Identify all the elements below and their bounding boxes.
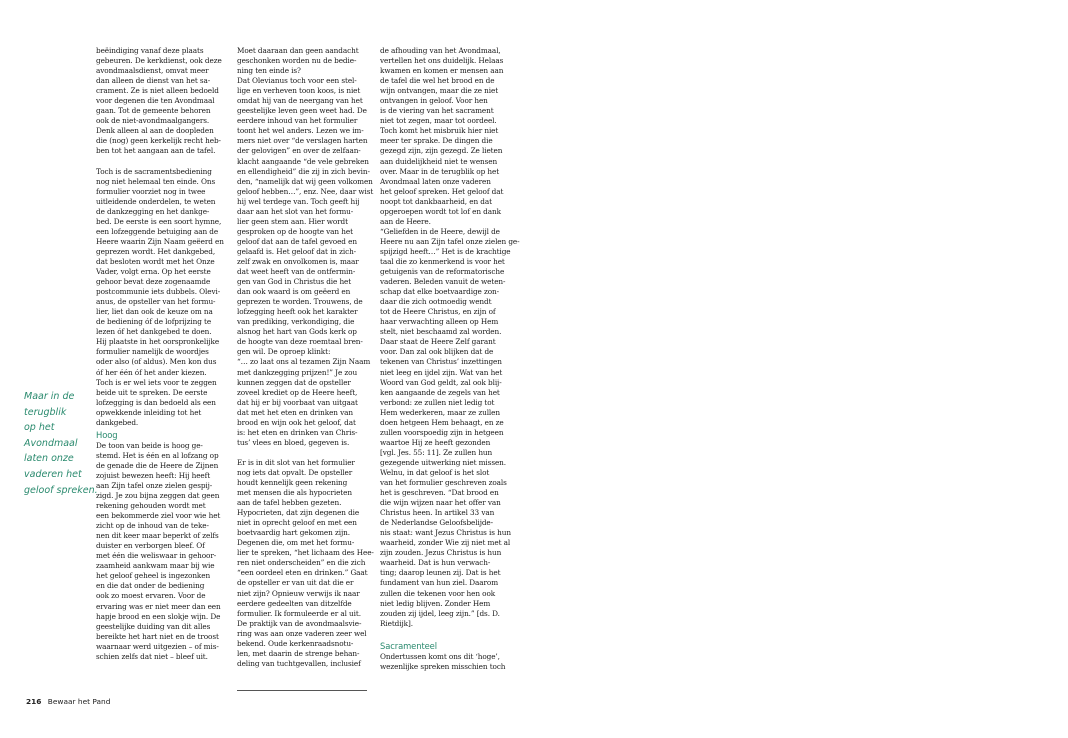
text-line: wijn ontvangen, maar die ze niet	[380, 86, 499, 96]
text-line: geestelijke leven geen weet had. De	[237, 106, 367, 116]
text-line: het geloof geheel is ingezonken	[96, 571, 211, 581]
text-line: mers niet over “de verslagen harten	[237, 136, 368, 146]
pull-quote-line: vaderen het	[24, 468, 82, 480]
text-line: waarnaar werd uitgezien – of mis-	[96, 641, 219, 651]
text-line: niet leeg en ijdel zijn. Wat van het	[380, 367, 503, 377]
paragraph	[237, 457, 374, 669]
text-line: lier, liet dan ook de keuze om na	[96, 307, 213, 317]
text-line: bekend. Oude kerkenraadsnotu-	[237, 638, 354, 648]
text-line: lige en verheven toon koos, is niet	[237, 86, 361, 96]
text-line: eerdere inhoud van het formulier	[237, 116, 358, 126]
text-line: doen hetgeen Hem behaagt, en ze	[380, 417, 504, 427]
text-line: gezegende uitwerking niet missen.	[380, 457, 506, 467]
text-line: noopt tot dankbaarheid, en dat	[380, 196, 492, 206]
text-line: kwamen en komen er mensen aan	[380, 66, 504, 76]
text-line: geschonken worden nu de bedie-	[237, 56, 357, 66]
text-line: Hypocrieten, dat zijn degenen die	[237, 508, 360, 518]
text-line: voor degenen die ten Avondmaal	[96, 96, 215, 106]
pull-quote-line: Avondmaal	[24, 437, 78, 449]
text-line: der gelovigen” en over de zelfaan-	[237, 146, 361, 156]
text-line: schien zelfs dat niet – bleef uit.	[96, 651, 208, 661]
text-line: dat weet heeft van de ontfermin-	[237, 267, 356, 277]
text-line: dat met het eten en drinken van	[237, 407, 353, 417]
text-line: Dat Olevianus toch voor een stel-	[237, 76, 357, 86]
text-line: verbond: ze zullen niet ledig tot	[380, 397, 495, 407]
text-line: de dankzegging en het dankge-	[96, 206, 210, 216]
text-line: Christus heen. In artikel 33 van	[380, 508, 495, 518]
text-line: de hoogte van deze roemtaal bren-	[237, 337, 363, 347]
text-line: van prediking, verkondiging, die	[237, 317, 355, 327]
text-line: ning ten einde is?	[237, 66, 301, 76]
text-line: toont het wel anders. Lezen we im-	[237, 126, 364, 136]
text-line: bed. De eerste is een soort hymne,	[96, 216, 222, 226]
text-line: stelt, niet beschaamd zal worden.	[380, 327, 502, 337]
text-line: Welnu, in dat geloof is het slot	[380, 467, 490, 477]
text-line: lofzegging heeft ook het karakter	[237, 307, 358, 317]
text-line: dankgebed.	[96, 417, 139, 427]
text-line: vertellen het ons duidelijk. Helaas	[380, 56, 504, 66]
text-line: bereikte het hart niet en de troost	[96, 631, 219, 641]
text-line: Heere waarin Zijn Naam geëerd en	[96, 236, 224, 246]
text-line: zaamheid aankwam maar bij wie	[96, 561, 215, 571]
pull-quote-line: terugblik	[24, 406, 67, 418]
text-line: over. Maar in de terugblik op het	[380, 166, 500, 176]
text-line: Toch is de sacramentsbediening	[96, 166, 212, 176]
footer-rule	[237, 690, 367, 691]
text-line: gelaafd is. Het geloof dat in zich-	[237, 246, 357, 256]
text-line: hij wel terdege van. Toch geeft hij	[237, 196, 360, 206]
text-line: dat hij er bij voorbaat van uitgaat	[237, 397, 358, 407]
text-line: stemd. Het is één en al lofzang op	[96, 450, 219, 460]
text-line: zigd. Je zou bijna zeggen dat geen	[96, 491, 220, 501]
text-line: en die dat onder de bediening	[96, 581, 205, 591]
text-line: gen van God in Christus die het	[237, 277, 352, 287]
text-line: Moet daaraan dan geen aandacht	[237, 46, 359, 55]
text-line: Degenen die, om met het formu-	[237, 538, 355, 548]
text-line: Toch is er wel iets voor te zeggen	[96, 377, 217, 387]
text-line: zullen die tekenen voor hen ook	[380, 588, 496, 598]
text-line: kunnen zeggen dat de opsteller	[237, 377, 351, 387]
text-line: nog iets dat opvalt. De opsteller	[237, 467, 353, 477]
text-line: Toch komt het misbruik hier niet	[380, 126, 499, 136]
text-line: beëindiging vanaf deze plaats	[96, 46, 204, 55]
text-line: Ondertussen komt ons dit ‘hoge’,	[380, 651, 500, 661]
text-line: geprezen wordt. Het dankgebed,	[96, 246, 216, 256]
text-line: gebeuren. De kerkdienst, ook deze	[96, 56, 222, 66]
text-line: uitleidende onderdelen, te weten	[96, 196, 216, 206]
text-line: zelf zwak en onvolkomen is, maar	[237, 256, 359, 266]
text-line: Heere nu aan Zijn tafel onze zielen ge-	[380, 236, 520, 246]
text-line: hapje brood en een slokje wijn. De	[96, 611, 221, 621]
text-line: met mensen die als hypocrieten	[237, 488, 352, 498]
text-line: formulier voorziet nog in twee	[96, 186, 206, 196]
text-line: tekenen van Christus’ inzettingen	[380, 357, 502, 367]
text-line: waartoe Hij ze heeft gezonden	[380, 437, 491, 447]
text-line: formulier. Ik formuleerde er al uit.	[237, 608, 361, 618]
text-line: zojuist bewezen heeft: Hij heeft	[96, 470, 211, 480]
text-line: nog niet helemaal ten einde. Ons	[96, 176, 216, 186]
text-line: aan Zijn tafel onze zielen gespij-	[96, 480, 213, 490]
text-line: anus, de opsteller van het formu-	[96, 297, 216, 307]
text-line: duister en verborgen bleef. Of	[96, 541, 205, 551]
text-line: oder also (of aldus). Men kon dus	[96, 357, 217, 367]
text-line: houdt kennelijk geen rekening	[237, 478, 348, 488]
text-line: tus’ vlees en bloed, gegeven is.	[237, 437, 350, 447]
text-line: niet in oprecht geloof en met een	[237, 518, 357, 528]
text-line: brood en wijn ook het geloof, dat	[237, 417, 356, 427]
text-line: de tafel die wel het brood en de	[380, 76, 495, 86]
text-line: opgeroepen wordt tot lof en dank	[380, 206, 501, 216]
text-line: Hij plaatste in het oorspronkelijke	[96, 337, 220, 347]
text-line: niet zijn? Opnieuw verwijs ik naar	[237, 588, 360, 598]
text-line: Rietdijk].	[380, 618, 413, 628]
paragraph	[380, 652, 512, 672]
text-line: taal die zo kenmerkend is voor het	[380, 256, 505, 266]
text-line: lier geen stem aan. Hier wordt	[237, 216, 348, 226]
text-line: ook zo moest ervaren. Voor de	[96, 591, 206, 601]
text-line: zoveel krediet op de Heere heeft,	[237, 387, 358, 397]
paragraph	[237, 46, 374, 448]
text-line: schap dat elke boetvaardige zon-	[380, 287, 499, 297]
text-line: eerdere gedeelten van ditzelfde	[237, 598, 352, 608]
text-line: nis staat: want Jezus Christus is hun	[380, 528, 511, 538]
text-line: Daar staat de Heere Zelf garant	[380, 337, 496, 347]
text-line: dat besloten wordt met het Onze	[96, 256, 215, 266]
text-line: ting; daarop leunen zij. Dat is het	[380, 568, 501, 578]
text-line: ook de niet-avondmaalgangers.	[96, 116, 210, 126]
pull-quote-line: op het	[24, 422, 55, 434]
section-heading-sacramenteel: Sacramenteel	[380, 640, 437, 651]
text-line: lier te spreken, “het lichaam des Hee-	[237, 548, 374, 558]
text-line: dan alleen de dienst van het sa-	[96, 76, 211, 86]
text-column-3	[380, 46, 520, 672]
text-line: gaan. Tot de gemeente behoren	[96, 106, 211, 116]
page-number: 216	[26, 697, 42, 706]
text-line: de opsteller er van uit dat die er	[237, 578, 354, 588]
text-line: van het formulier geschreven zoals	[380, 478, 507, 488]
text-line: geprezen te worden. Trouwens, de	[237, 297, 363, 307]
text-line: met dankzegging prijzen!” Je zou	[237, 367, 358, 377]
text-line: gezegd zijn, zijn gezegd. Ze lieten	[380, 146, 503, 156]
paragraph	[96, 167, 228, 428]
text-column-2	[237, 46, 374, 669]
text-line: die wijn wijzen naar het offer van	[380, 498, 501, 508]
text-line: “Geliefden in de Heere, dewijl de	[380, 226, 500, 236]
text-line: beide uit te spreken. De eerste	[96, 387, 208, 397]
text-line: niet tot zegen, maar tot oordeel.	[380, 116, 497, 126]
text-line: een lofzeggende betuiging aan de	[96, 226, 219, 236]
text-line: is de viering van het sacrament	[380, 106, 494, 116]
text-line: lezen óf het dankgebed te doen.	[96, 327, 212, 337]
text-line: wezenlijke spreken misschien toch	[380, 661, 506, 671]
text-line: Denk alleen al aan de doopleden	[96, 126, 214, 136]
text-line: aan duidelijkheid niet te wensen	[380, 156, 498, 166]
pull-quote-line: laten onze	[24, 453, 74, 465]
text-line: omdat hij van de neergang van het	[237, 96, 363, 106]
text-line: en ellendigheid” die zij in zich bevin-	[237, 166, 370, 176]
paragraph	[380, 46, 520, 629]
text-line: waarheid, zonder Wie zij niet met al	[380, 538, 511, 548]
text-column-1	[96, 46, 228, 662]
text-line: zicht op de inhoud van de teke-	[96, 521, 209, 531]
text-line: geestelijke duiding van dit alles	[96, 621, 211, 631]
text-line: ontvangen in geloof. Voor hen	[380, 96, 488, 106]
text-line: De toon van beide is hoog ge-	[96, 440, 203, 450]
text-line: zullen voorspoedig zijn in hetgeen	[380, 427, 504, 437]
paragraph	[96, 441, 228, 662]
text-line: crament. Ze is niet alleen bedoeld	[96, 86, 219, 96]
text-line: zouden zij ijdel, leeg zijn.” [ds. D.	[380, 608, 500, 618]
text-line: de bediening óf de lofprijzing te	[96, 317, 212, 327]
text-line: lofzegging is dan bedoeld als een	[96, 397, 216, 407]
text-line: avondmaalsdienst, omvat meer	[96, 66, 209, 76]
text-line: het is geschreven. “Dat brood en	[380, 488, 499, 498]
section-heading-hoog: Hoog	[96, 429, 118, 440]
text-line: Woord van God geldt, zal ook blij-	[380, 377, 502, 387]
text-line: dan ook waard is om geëerd en	[237, 287, 351, 297]
text-line: het geloof spreken. Het geloof dat	[380, 186, 504, 196]
text-line: óf her één óf het ander kiezen.	[96, 367, 207, 377]
text-line: boetvaardig hart gekomen zijn.	[237, 528, 350, 538]
text-line: nen dit keer maar beperkt of zelfs	[96, 531, 219, 541]
text-line: ervaring was er niet meer dan een	[96, 601, 221, 611]
pull-quote-line: geloof spreken.	[24, 484, 98, 496]
text-line: Hem wederkeren, maar ze zullen	[380, 407, 500, 417]
text-line: aan de Heere.	[380, 216, 431, 226]
text-line: spijzigd heeft…” Het is de krachtige	[380, 246, 511, 256]
text-line: geloof dat aan de tafel gevoed en	[237, 236, 357, 246]
text-line: is: het eten en drinken van Chris-	[237, 427, 358, 437]
text-line: [vgl. Jes. 55: 11]. Ze zullen hun	[380, 447, 493, 457]
text-line: fundament van hun ziel. Daarom	[380, 578, 499, 588]
text-line: daar aan het slot van het formu-	[237, 206, 354, 216]
text-line: getuigenis van de reformatorische	[380, 267, 505, 277]
text-line: ken aangaande de zegels van het	[380, 387, 500, 397]
text-line: waarheid. Dat is hun verwach-	[380, 558, 491, 568]
text-line: gen wil. De oproep klinkt:	[237, 347, 331, 357]
text-line: len, met daarin de strenge behan-	[237, 648, 360, 658]
text-line: Vader, volgt erna. Op het eerste	[96, 267, 211, 277]
text-line: “een oordeel eten en drinken.” Gaat	[237, 568, 368, 578]
book-title: Bewaar het Pand	[47, 697, 111, 706]
text-line: “… zo laat ons al tezamen Zijn Naam	[237, 357, 371, 367]
text-line: Avondmaal laten onze vaderen	[380, 176, 491, 186]
text-line: alsnog het hart van Gods kerk op	[237, 327, 357, 337]
text-line: klacht aangaande “de vele gebreken	[237, 156, 369, 166]
text-line: ren niet onderscheiden” en die zich	[237, 558, 366, 568]
text-line: met één die weliswaar in gehoor-	[96, 551, 217, 561]
text-line: de genade die de Heere de Zijnen	[96, 460, 219, 470]
text-line: de afhouding van het Avondmaal,	[380, 46, 501, 55]
text-line: gesproken op de hoogte van het	[237, 226, 353, 236]
text-line: geloof hebben…”, enz. Nee, daar wist	[237, 186, 374, 196]
text-line: de Nederlandse Geloofsbelijde-	[380, 518, 494, 528]
text-line: haar verwachting alleen op Hem	[380, 317, 499, 327]
text-line: den, “namelijk dat wij geen volkomen	[237, 176, 373, 186]
text-line: die (nog) geen kerkelijk recht heb-	[96, 136, 221, 146]
text-line: vaderen. Beleden vanuit de weten-	[380, 277, 506, 287]
text-line: postcommunie iets dubbels. Olevi-	[96, 287, 221, 297]
text-line: aan de tafel hebben gezeten.	[237, 498, 342, 508]
text-line: De praktijk van de avondmaalsvie-	[237, 618, 362, 628]
text-line: gehoor bevat deze zogenaamde	[96, 277, 211, 287]
text-line: voor. Dan zal ook blijken dat de	[380, 347, 494, 357]
text-line: ring was aan onze vaderen zeer wel	[237, 628, 367, 638]
text-line: deling van tuchtgevallen, inclusief	[237, 658, 361, 668]
paragraph	[96, 46, 228, 157]
text-line: opwekkende inleiding tot het	[96, 407, 202, 417]
text-line: Er is in dit slot van het formulier	[237, 457, 355, 467]
page-footer	[26, 697, 110, 706]
text-line: niet ledig blijven. Zonder Hem	[380, 598, 491, 608]
text-line: daar die zich ootmoedig wendt	[380, 297, 492, 307]
text-line: tot de Heere Christus, en zijn of	[380, 307, 496, 317]
text-line: ben tot het aangaan aan de tafel.	[96, 146, 216, 156]
text-line: een bekommerde ziel voor wie het	[96, 511, 221, 521]
text-line: meer ter sprake. De dingen die	[380, 136, 493, 146]
text-line: formulier namelijk de woordjes	[96, 347, 209, 357]
text-line: zijn zouden. Jezus Christus is hun	[380, 548, 502, 558]
pull-quote-line: Maar in de	[24, 391, 75, 402]
text-line: rekening gehouden wordt met	[96, 501, 206, 511]
